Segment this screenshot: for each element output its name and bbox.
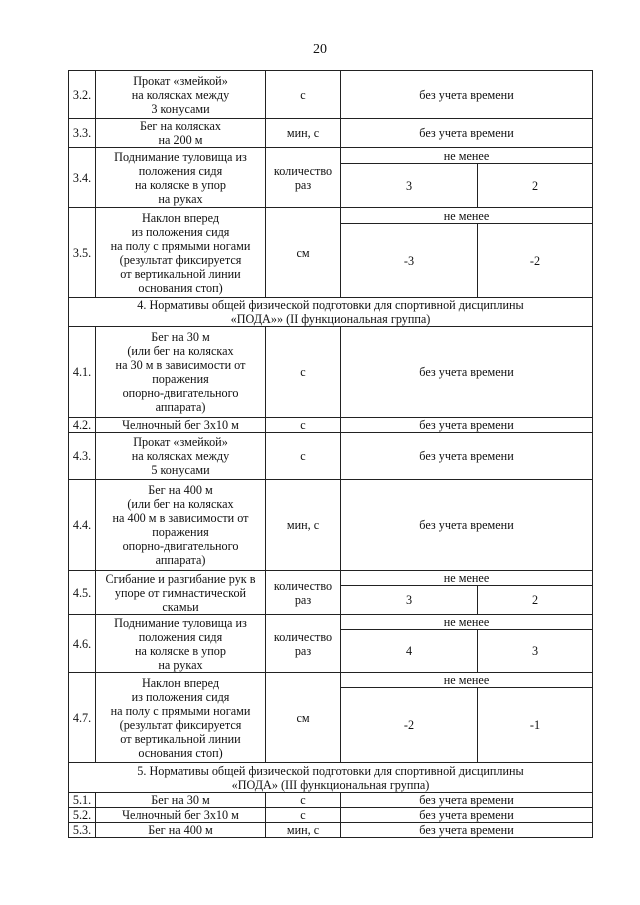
section-row xyxy=(69,298,593,327)
norm-value-2: 2 xyxy=(478,164,593,208)
norm-no-time: без учета времени xyxy=(341,418,593,433)
norm-value-2: -1 xyxy=(478,688,593,763)
norm-no-time: без учета времени xyxy=(341,71,593,119)
unit-cell: с xyxy=(266,418,341,433)
norm-value-2: 3 xyxy=(478,630,593,673)
table-row xyxy=(69,148,593,164)
exercise-name: Наклон вперед из положения сидя на полу с прямыми ногами (результат фиксируется от вертикальной линии основания стоп) xyxy=(96,673,266,763)
unit-cell: мин, с xyxy=(266,119,341,148)
unit-cell: с xyxy=(266,808,341,823)
exercise-name: Челночный бег 3x10 м xyxy=(96,808,266,823)
row-number: 3.4. xyxy=(69,148,96,208)
row-number: 4.3. xyxy=(69,433,96,480)
exercise-name: Челночный бег 3x10 м xyxy=(96,418,266,433)
unit-cell: см xyxy=(266,673,341,763)
table-row xyxy=(69,823,593,838)
unit-cell: мин, с xyxy=(266,823,341,838)
norms-table xyxy=(68,70,593,838)
exercise-name: Наклон вперед из положения сидя на полу с прямыми ногами (результат фиксируется от вертикальной линии основания стоп) xyxy=(96,208,266,298)
norm-value-2: 2 xyxy=(478,586,593,615)
norm-value-1: 3 xyxy=(341,164,478,208)
norm-value-2: -2 xyxy=(478,224,593,298)
norm-value-1: 3 xyxy=(341,586,478,615)
norm-no-time: без учета времени xyxy=(341,808,593,823)
row-number: 4.1. xyxy=(69,327,96,418)
section-row xyxy=(69,763,593,793)
not-less-header: не менее xyxy=(341,148,593,164)
unit-cell: см xyxy=(266,208,341,298)
not-less-header: не менее xyxy=(341,673,593,688)
exercise-name: Сгибание и разгибание рук в упоре от гимнастической скамьи xyxy=(96,571,266,615)
unit-cell: количество раз xyxy=(266,615,341,673)
exercise-name: Прокат «змейкой» на колясках между 5 конусами xyxy=(96,433,266,480)
unit-cell: мин, с xyxy=(266,480,341,571)
table-row xyxy=(69,793,593,808)
row-number: 4.4. xyxy=(69,480,96,571)
unit-cell: количество раз xyxy=(266,571,341,615)
unit-cell: с xyxy=(266,71,341,119)
exercise-name: Бег на 30 м xyxy=(96,793,266,808)
not-less-header: не менее xyxy=(341,571,593,586)
norm-no-time: без учета времени xyxy=(341,793,593,808)
table-row xyxy=(69,418,593,433)
not-less-header: не менее xyxy=(341,208,593,224)
norm-no-time: без учета времени xyxy=(341,119,593,148)
norm-value-1: -3 xyxy=(341,224,478,298)
norm-no-time: без учета времени xyxy=(341,327,593,418)
section-title: 4. Нормативы общей физической подготовки для спортивной дисциплины «ПОДА»» (II функциональная группа) xyxy=(69,298,593,327)
exercise-name: Прокат «змейкой» на колясках между 3 конусами xyxy=(96,71,266,119)
row-number: 3.2. xyxy=(69,71,96,119)
exercise-name: Поднимание туловища из положения сидя на коляске в упор на руках xyxy=(96,148,266,208)
row-number: 4.6. xyxy=(69,615,96,673)
not-less-header: не менее xyxy=(341,615,593,630)
table-row xyxy=(69,327,593,418)
page-number: 20 xyxy=(313,42,327,57)
unit-cell: с xyxy=(266,793,341,808)
norm-no-time: без учета времени xyxy=(341,433,593,480)
row-number: 4.7. xyxy=(69,673,96,763)
table-row xyxy=(69,480,593,571)
unit-cell: с xyxy=(266,327,341,418)
table-row xyxy=(69,71,593,119)
table-row xyxy=(69,673,593,688)
norm-value-1: 4 xyxy=(341,630,478,673)
row-number: 5.1. xyxy=(69,793,96,808)
table-row xyxy=(69,571,593,586)
section-title: 5. Нормативы общей физической подготовки для спортивной дисциплины «ПОДА» (III функциональная группа) xyxy=(69,763,593,793)
table-row xyxy=(69,615,593,630)
row-number: 5.2. xyxy=(69,808,96,823)
exercise-name: Бег на 400 м xyxy=(96,823,266,838)
norm-no-time: без учета времени xyxy=(341,823,593,838)
exercise-name: Бег на 30 м (или бег на колясках на 30 м в зависимости от поражения опорно-двигательного аппарата) xyxy=(96,327,266,418)
row-number: 3.3. xyxy=(69,119,96,148)
unit-cell: количество раз xyxy=(266,148,341,208)
exercise-name: Поднимание туловища из положения сидя на коляске в упор на руках xyxy=(96,615,266,673)
table-row xyxy=(69,208,593,224)
row-number: 5.3. xyxy=(69,823,96,838)
table-row xyxy=(69,119,593,148)
table-row xyxy=(69,433,593,480)
row-number: 3.5. xyxy=(69,208,96,298)
row-number: 4.2. xyxy=(69,418,96,433)
exercise-name: Бег на 400 м (или бег на колясках на 400 м в зависимости от поражения опорно-двигательного аппарата) xyxy=(96,480,266,571)
table-row xyxy=(69,808,593,823)
norm-value-1: -2 xyxy=(341,688,478,763)
unit-cell: с xyxy=(266,433,341,480)
exercise-name: Бег на колясках на 200 м xyxy=(96,119,266,148)
norm-no-time: без учета времени xyxy=(341,480,593,571)
row-number: 4.5. xyxy=(69,571,96,615)
